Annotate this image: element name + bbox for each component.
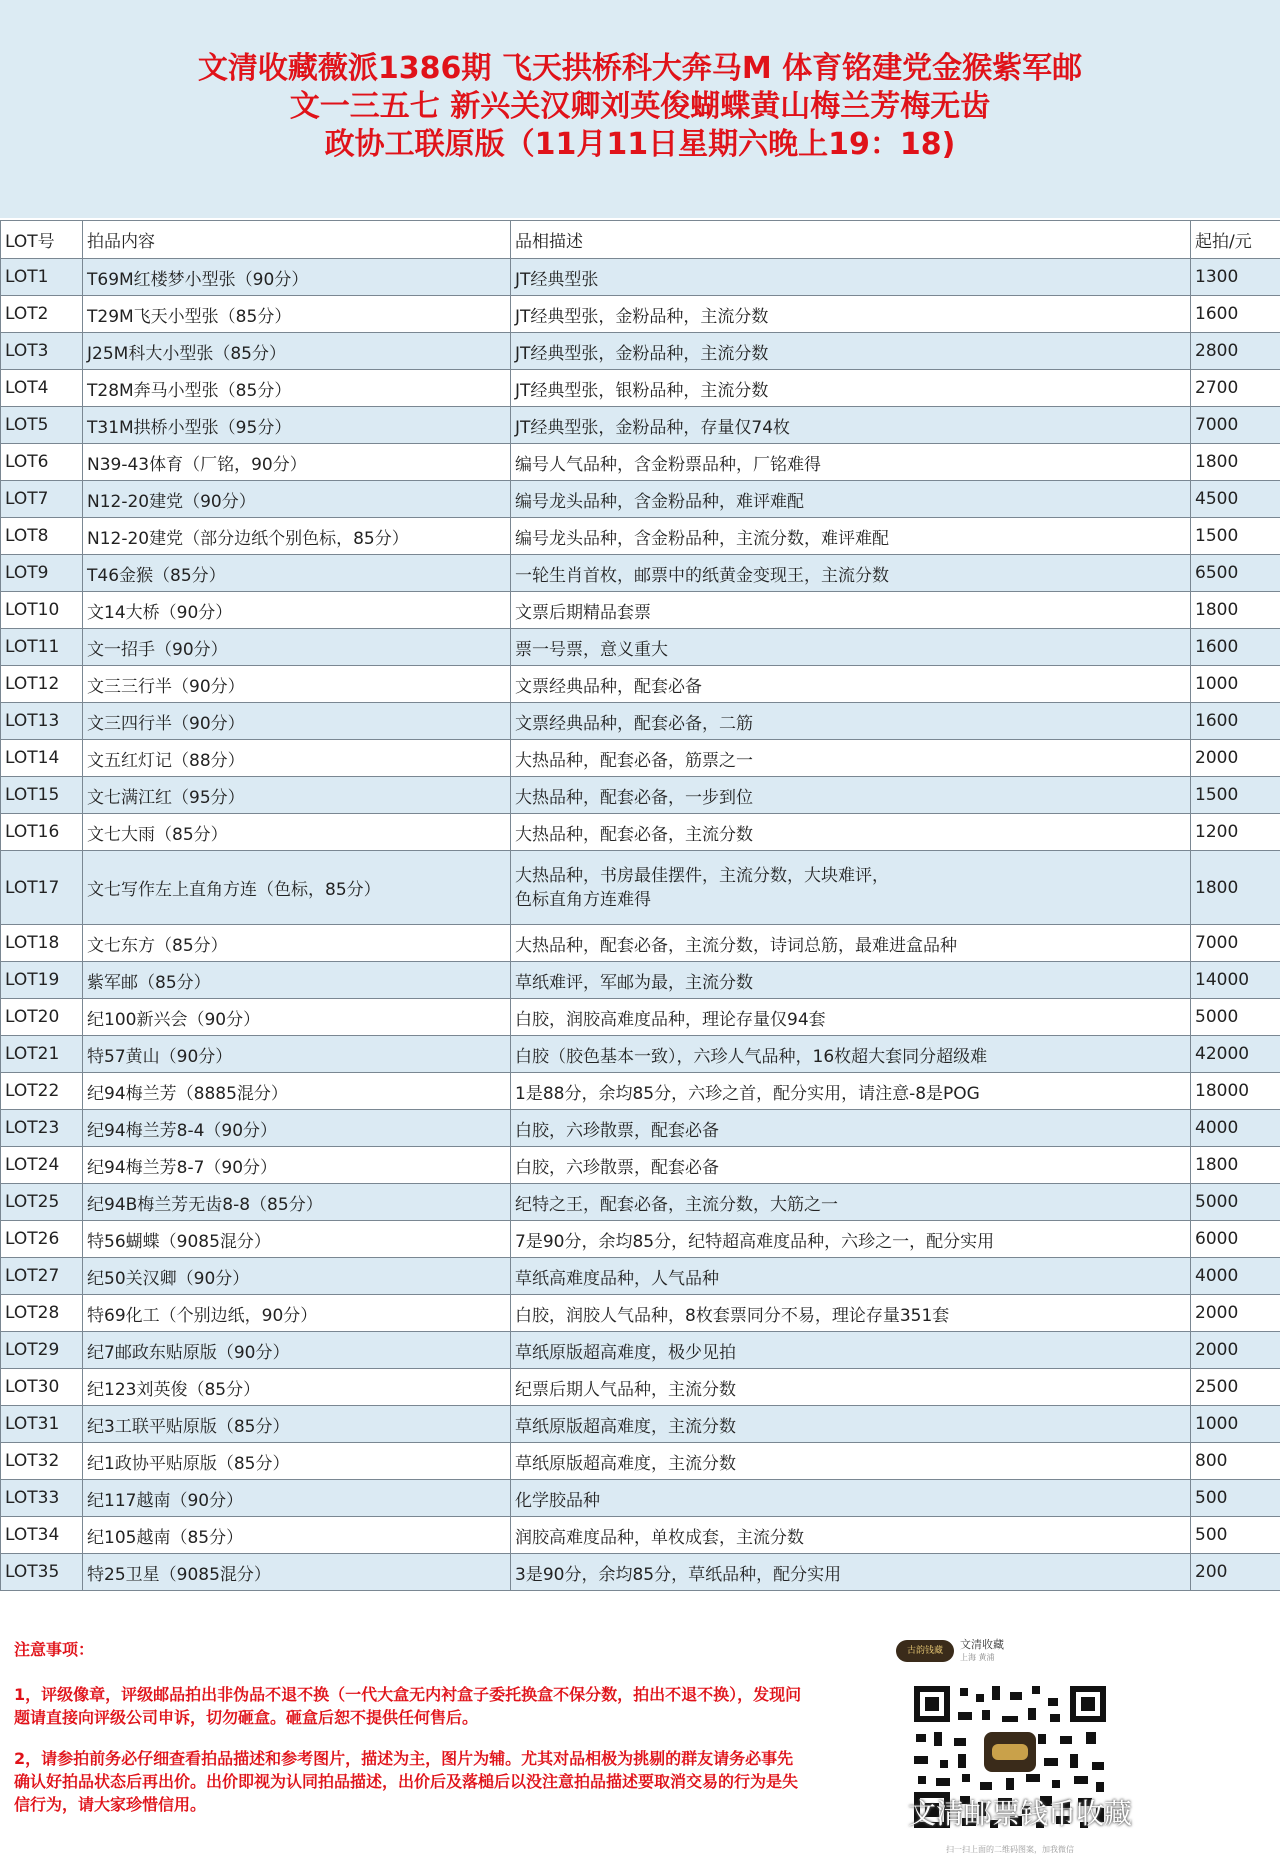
start-price-cell: 800	[1191, 1443, 1280, 1480]
start-price-cell: 200	[1191, 1554, 1280, 1591]
item-cell: 纪117越南（90分）	[83, 1480, 511, 1517]
item-cell: 文七大雨（85分）	[83, 814, 511, 851]
description-cell: 文票经典品种，配套必备，二筋	[511, 703, 1191, 740]
description-cell: 大热品种，配套必备，主流分数，诗词总筋，最难进盒品种	[511, 925, 1191, 962]
table-row	[1, 1554, 1280, 1591]
start-price-cell: 500	[1191, 1480, 1280, 1517]
start-price-cell: 4000	[1191, 1258, 1280, 1295]
start-price-cell: 1800	[1191, 592, 1280, 629]
description-cell: 编号人气品种，含金粉票品种，厂铭难得	[511, 444, 1191, 481]
notes-item-1: 1，评级像章，评级邮品拍出非伪品不退不换（一代大盒无内衬盒子委托换盒不保分数，拍出不退不换），发现问题请直接向评级公司申诉，切勿砸盒。砸盒后恕不提供任何售后。	[14, 1685, 802, 1727]
qr-caption: 扫一扫上面的二维码图案，加我微信	[946, 1845, 1074, 1854]
description-cell: 白胶，润胶高难度品种，理论存量仅94套	[511, 999, 1191, 1036]
title-line-2: 文一三五七 新兴关汉卿刘英俊蝴蝶黄山梅兰芳梅无齿	[289, 89, 991, 124]
item-cell: 纪105越南（85分）	[83, 1517, 511, 1554]
start-price-cell: 1500	[1191, 777, 1280, 814]
table-row	[1, 1147, 1280, 1184]
column-header-start-price: 起拍/元	[1191, 221, 1280, 259]
lot-number-cell: LOT25	[1, 1184, 83, 1221]
lot-number-cell: LOT7	[1, 481, 83, 518]
lot-number-cell: LOT32	[1, 1443, 83, 1480]
lot-number-cell: LOT26	[1, 1221, 83, 1258]
description-cell: 7是90分，余均85分，纪特超高难度品种，六珍之一，配分实用	[511, 1221, 1191, 1258]
lot-number-cell: LOT28	[1, 1295, 83, 1332]
lot-number-cell: LOT6	[1, 444, 83, 481]
table-row	[1, 296, 1280, 333]
table-row	[1, 555, 1280, 592]
start-price-cell: 2000	[1191, 1332, 1280, 1369]
start-price-cell: 1000	[1191, 1406, 1280, 1443]
item-cell: 文七东方（85分）	[83, 925, 511, 962]
lot-number-cell: LOT24	[1, 1147, 83, 1184]
description-cell: 票一号票，意义重大	[511, 629, 1191, 666]
column-header-description: 品相描述	[511, 221, 1191, 259]
start-price-cell: 42000	[1191, 1036, 1280, 1073]
notes-section	[14, 1638, 804, 1834]
lot-number-cell: LOT35	[1, 1554, 83, 1591]
item-cell: 特25卫星（9085混分）	[83, 1554, 511, 1591]
item-cell: 纪94B梅兰芳无齿8-8（85分）	[83, 1184, 511, 1221]
table-row	[1, 1406, 1280, 1443]
start-price-cell: 1600	[1191, 296, 1280, 333]
item-cell: 特57黄山（90分）	[83, 1036, 511, 1073]
start-price-cell: 6500	[1191, 555, 1280, 592]
lot-number-cell: LOT17	[1, 851, 83, 925]
start-price-cell: 2700	[1191, 370, 1280, 407]
description-cell: 纪票后期人气品种，主流分数	[511, 1369, 1191, 1406]
item-cell: 纪123刘英俊（85分）	[83, 1369, 511, 1406]
item-cell: 文三三行半（90分）	[83, 666, 511, 703]
item-cell: 文七满江红（95分）	[83, 777, 511, 814]
start-price-cell: 2000	[1191, 1295, 1280, 1332]
table-row	[1, 518, 1280, 555]
item-cell: 纪94梅兰芳8-4（90分）	[83, 1110, 511, 1147]
item-cell: N12-20建党（部分边纸个别色标，85分）	[83, 518, 511, 555]
title-line-1: 文清收藏薇派1386期 飞天拱桥科大奔马M 体育铭建党金猴紫军邮	[197, 51, 1083, 86]
item-cell: 特69化工（个别边纸，90分）	[83, 1295, 511, 1332]
start-price-cell: 1800	[1191, 1147, 1280, 1184]
item-cell: N39-43体育（厂铭，90分）	[83, 444, 511, 481]
table-row	[1, 666, 1280, 703]
item-cell: T69M红楼梦小型张（90分）	[83, 259, 511, 296]
start-price-cell: 1200	[1191, 814, 1280, 851]
description-cell: JT经典型张	[511, 259, 1191, 296]
lot-number-cell: LOT22	[1, 1073, 83, 1110]
lot-table	[0, 220, 1280, 1591]
shop-logo: 古韵钱藏	[896, 1640, 954, 1662]
table-row	[1, 814, 1280, 851]
table-row	[1, 777, 1280, 814]
table-row	[1, 703, 1280, 740]
description-cell: 草纸难评，军邮为最，主流分数	[511, 962, 1191, 999]
column-header-lot: LOT号	[1, 221, 83, 259]
table-row	[1, 1221, 1280, 1258]
table-row	[1, 444, 1280, 481]
lot-number-cell: LOT33	[1, 1480, 83, 1517]
lot-number-cell: LOT4	[1, 370, 83, 407]
table-row	[1, 1258, 1280, 1295]
watermark-text: 文清邮票钱币收藏	[908, 1797, 1133, 1830]
item-cell: 纪1政协平贴原版（85分）	[83, 1443, 511, 1480]
start-price-cell: 4000	[1191, 1110, 1280, 1147]
title-line-3: 政协工联原版（11月11日星期六晚上19：18)	[324, 127, 956, 162]
description-cell: JT经典型张，金粉品种，主流分数	[511, 333, 1191, 370]
item-cell: 纪94梅兰芳（8885混分）	[83, 1073, 511, 1110]
item-cell: T46金猴（85分）	[83, 555, 511, 592]
table-row	[1, 1110, 1280, 1147]
start-price-cell: 2000	[1191, 740, 1280, 777]
start-price-cell: 1000	[1191, 666, 1280, 703]
table-row	[1, 481, 1280, 518]
table-row	[1, 740, 1280, 777]
table-row	[1, 1332, 1280, 1369]
item-cell: 文14大桥（90分）	[83, 592, 511, 629]
start-price-cell: 2800	[1191, 333, 1280, 370]
start-price-cell: 1600	[1191, 703, 1280, 740]
start-price-cell: 18000	[1191, 1073, 1280, 1110]
lot-number-cell: LOT23	[1, 1110, 83, 1147]
description-cell: 白胶，润胶人气品种，8枚套票同分不易，理论存量351套	[511, 1295, 1191, 1332]
table-row	[1, 1480, 1280, 1517]
lot-number-cell: LOT30	[1, 1369, 83, 1406]
description-cell: 文票经典品种，配套必备	[511, 666, 1191, 703]
lot-number-cell: LOT29	[1, 1332, 83, 1369]
description-cell: JT经典型张，金粉品种，存量仅74枚	[511, 407, 1191, 444]
table-row	[1, 259, 1280, 296]
lot-number-cell: LOT20	[1, 999, 83, 1036]
item-cell: 纪7邮政东贴原版（90分）	[83, 1332, 511, 1369]
lot-number-cell: LOT5	[1, 407, 83, 444]
lot-table-body	[1, 259, 1280, 1591]
start-price-cell: 6000	[1191, 1221, 1280, 1258]
description-cell: 1是88分，余均85分，六珍之首，配分实用，请注意-8是POG	[511, 1073, 1191, 1110]
start-price-cell: 5000	[1191, 1184, 1280, 1221]
description-cell: 草纸原版超高难度，极少见拍	[511, 1332, 1191, 1369]
description-cell: 白胶，六珍散票，配套必备	[511, 1110, 1191, 1147]
start-price-cell: 1300	[1191, 259, 1280, 296]
item-cell: 纪94梅兰芳8-7（90分）	[83, 1147, 511, 1184]
lot-number-cell: LOT34	[1, 1517, 83, 1554]
lot-number-cell: LOT12	[1, 666, 83, 703]
shop-name: 文清收藏	[960, 1638, 1004, 1651]
lot-number-cell: LOT21	[1, 1036, 83, 1073]
description-cell: 草纸高难度品种，人气品种	[511, 1258, 1191, 1295]
item-cell: 特56蝴蝶（9085混分）	[83, 1221, 511, 1258]
lot-number-cell: LOT18	[1, 925, 83, 962]
table-row	[1, 1295, 1280, 1332]
item-cell: 紫军邮（85分）	[83, 962, 511, 999]
lot-number-cell: LOT1	[1, 259, 83, 296]
start-price-cell: 7000	[1191, 925, 1280, 962]
shop-location: 上海 黄浦	[960, 1653, 995, 1662]
start-price-cell: 2500	[1191, 1369, 1280, 1406]
description-cell: 草纸原版超高难度，主流分数	[511, 1406, 1191, 1443]
item-cell: 纪3工联平贴原版（85分）	[83, 1406, 511, 1443]
start-price-cell: 500	[1191, 1517, 1280, 1554]
lot-number-cell: LOT15	[1, 777, 83, 814]
start-price-cell: 4500	[1191, 481, 1280, 518]
lot-number-cell: LOT16	[1, 814, 83, 851]
item-cell: T29M飞天小型张（85分）	[83, 296, 511, 333]
item-cell: J25M科大小型张（85分）	[83, 333, 511, 370]
lot-number-cell: LOT8	[1, 518, 83, 555]
lot-number-cell: LOT13	[1, 703, 83, 740]
table-row	[1, 1517, 1280, 1554]
table-row	[1, 1369, 1280, 1406]
item-cell: 纪100新兴会（90分）	[83, 999, 511, 1036]
item-cell: T31M拱桥小型张（95分）	[83, 407, 511, 444]
description-cell: 大热品种，书房最佳摆件，主流分数，大块难评， 色标直角方连难得	[511, 851, 1191, 925]
lot-number-cell: LOT27	[1, 1258, 83, 1295]
table-row	[1, 851, 1280, 925]
lot-number-cell: LOT14	[1, 740, 83, 777]
notes-title: 注意事项：	[14, 1640, 95, 1659]
table-row	[1, 962, 1280, 999]
table-row	[1, 370, 1280, 407]
start-price-cell: 1800	[1191, 851, 1280, 925]
item-cell: N12-20建党（90分）	[83, 481, 511, 518]
table-row	[1, 333, 1280, 370]
lot-number-cell: LOT10	[1, 592, 83, 629]
auction-title	[0, 50, 1280, 164]
item-cell: 文五红灯记（88分）	[83, 740, 511, 777]
start-price-cell: 7000	[1191, 407, 1280, 444]
description-cell: 文票后期精品套票	[511, 592, 1191, 629]
description-cell: 草纸原版超高难度，主流分数	[511, 1443, 1191, 1480]
table-row	[1, 629, 1280, 666]
start-price-cell: 5000	[1191, 999, 1280, 1036]
description-cell: 3是90分，余均85分，草纸品种，配分实用	[511, 1554, 1191, 1591]
table-row	[1, 925, 1280, 962]
description-cell: 编号龙头品种，含金粉品种，难评难配	[511, 481, 1191, 518]
start-price-cell: 1500	[1191, 518, 1280, 555]
start-price-cell: 1800	[1191, 444, 1280, 481]
title-banner	[0, 0, 1280, 218]
description-cell: JT经典型张，金粉品种，主流分数	[511, 296, 1191, 333]
description-cell: 白胶（胶色基本一致），六珍人气品种，16枚超大套同分超级难	[511, 1036, 1191, 1073]
description-cell: JT经典型张，银粉品种，主流分数	[511, 370, 1191, 407]
table-row	[1, 407, 1280, 444]
item-cell: T28M奔马小型张（85分）	[83, 370, 511, 407]
notes-item-2: 2，请参拍前务必仔细查看拍品描述和参考图片，描述为主，图片为辅。尤其对品相极为挑剔的群友请务必事先确认好拍品状态后再出价。出价即视为认同拍品描述，出价后及落槌后以没注意拍品描述要取消交易的行为是失信行为，请大家珍惜信用。	[14, 1749, 799, 1814]
table-row	[1, 999, 1280, 1036]
item-cell: 文三四行半（90分）	[83, 703, 511, 740]
description-cell: 纪特之王，配套必备，主流分数，大筋之一	[511, 1184, 1191, 1221]
description-cell: 润胶高难度品种，单枚成套，主流分数	[511, 1517, 1191, 1554]
lot-number-cell: LOT9	[1, 555, 83, 592]
table-row	[1, 592, 1280, 629]
start-price-cell: 14000	[1191, 962, 1280, 999]
start-price-cell: 1600	[1191, 629, 1280, 666]
column-header-item: 拍品内容	[83, 221, 511, 259]
table-row	[1, 1036, 1280, 1073]
description-cell: 化学胶品种	[511, 1480, 1191, 1517]
table-header-row	[1, 221, 1280, 259]
item-cell: 文七写作左上直角方连（色标，85分）	[83, 851, 511, 925]
item-cell: 文一招手（90分）	[83, 629, 511, 666]
table-row	[1, 1443, 1280, 1480]
item-cell: 纪50关汉卿（90分）	[83, 1258, 511, 1295]
table-row	[1, 1073, 1280, 1110]
lot-number-cell: LOT2	[1, 296, 83, 333]
description-cell: 一轮生肖首枚，邮票中的纸黄金变现王，主流分数	[511, 555, 1191, 592]
description-cell: 大热品种，配套必备，一步到位	[511, 777, 1191, 814]
description-cell: 大热品种，配套必备，主流分数	[511, 814, 1191, 851]
lot-number-cell: LOT3	[1, 333, 83, 370]
lot-number-cell: LOT19	[1, 962, 83, 999]
description-cell: 大热品种，配套必备，筋票之一	[511, 740, 1191, 777]
description-cell: 白胶，六珍散票，配套必备	[511, 1147, 1191, 1184]
table-row	[1, 1184, 1280, 1221]
lot-number-cell: LOT11	[1, 629, 83, 666]
lot-number-cell: LOT31	[1, 1406, 83, 1443]
description-cell: 编号龙头品种，含金粉品种，主流分数，难评难配	[511, 518, 1191, 555]
